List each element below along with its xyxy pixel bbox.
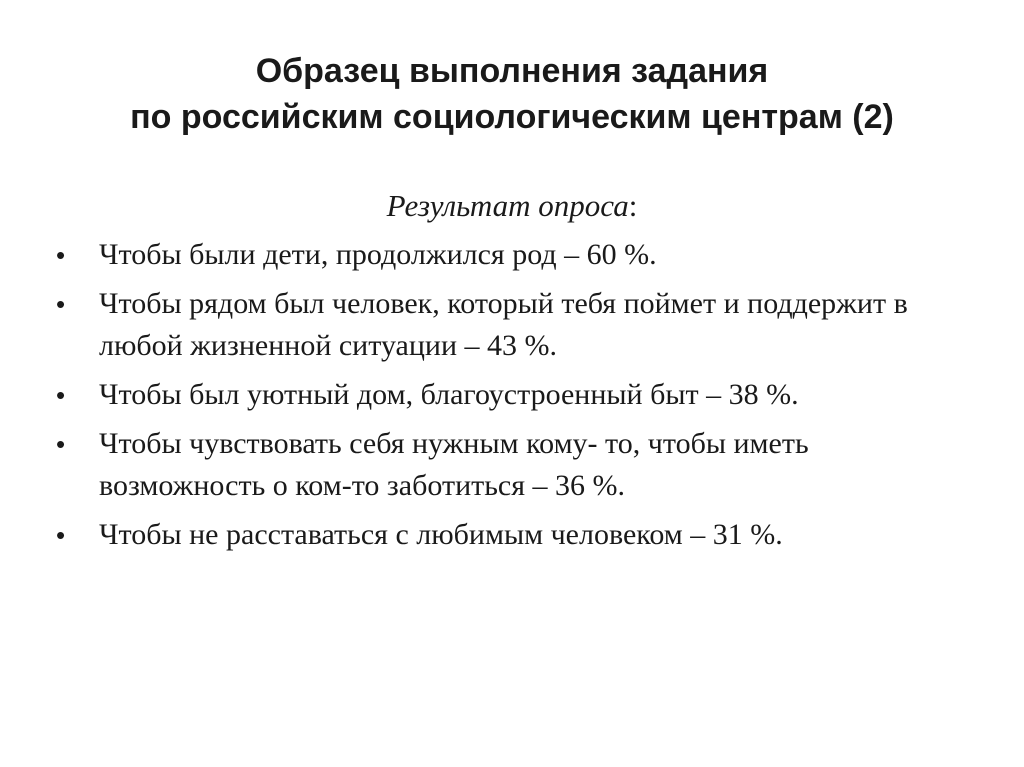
list-item (56, 283, 956, 367)
list-item-text: Чтобы были дети, продолжился род – 60 %. (99, 238, 657, 271)
list-item-text: Чтобы был уютный дом, благоустроенный быт – 38 %. (99, 378, 799, 411)
list-item (56, 374, 956, 416)
slide-title-line-1: Образец выполнения задания (255, 52, 769, 90)
bullet-icon: • (56, 380, 66, 410)
survey-result-label: Результат опроса (386, 188, 629, 223)
list-item-text: Чтобы чувствовать себя нужным кому- то, чтобы иметь возможность о ком-то заботиться – 36 %. (99, 427, 809, 502)
list-item (56, 514, 956, 556)
bullet-icon: • (56, 240, 66, 270)
slide-title-line-2: по российским социологическим центрам (2) (130, 98, 894, 136)
list-item (56, 423, 956, 507)
list-item-text: Чтобы рядом был человек, который тебя поймет и поддержит в любой жизненной ситуации – 43 %. (99, 287, 908, 362)
bullet-icon: • (56, 429, 66, 459)
list-item-text: Чтобы не расставаться с любимым человеком – 31 %. (99, 518, 783, 551)
list-item (56, 234, 956, 276)
bullet-icon: • (56, 289, 66, 319)
bullet-icon: • (56, 520, 66, 550)
slide-title (0, 48, 1024, 140)
survey-result-colon: : (628, 188, 638, 223)
survey-results-list (56, 234, 956, 563)
survey-result-heading (0, 186, 1024, 226)
